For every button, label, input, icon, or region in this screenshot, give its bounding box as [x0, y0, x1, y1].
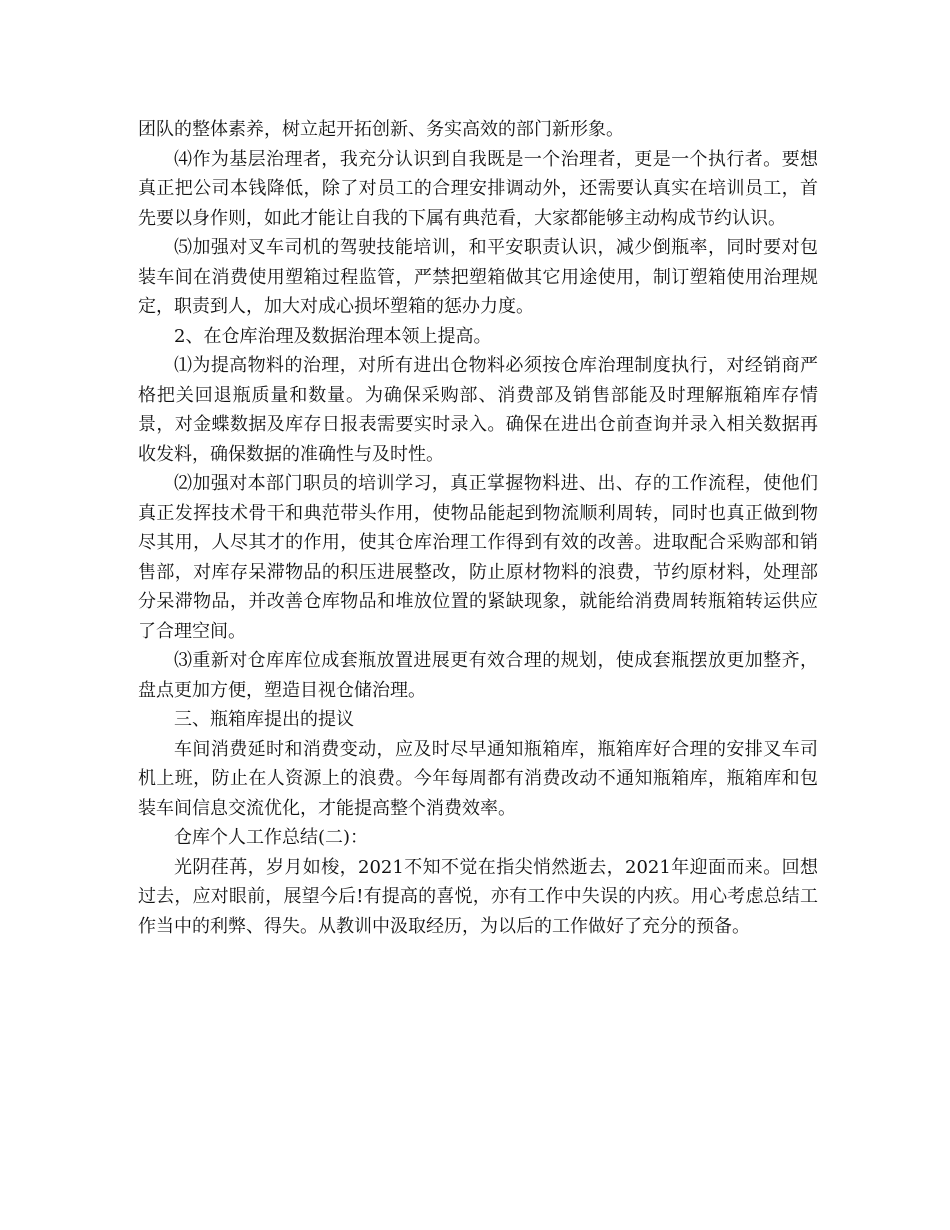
paragraph-item-3: ⑶重新对仓库库位成套瓶放置进展更有效合理的规划，使成套瓶摆放更加整齐，盘点更加方便，塑造目视仓储治理。: [138, 650, 818, 701]
paragraph-continuation: 团队的整体素养，树立起开拓创新、务实高效的部门新形象。: [138, 119, 624, 140]
paragraph-item-2: ⑵加强对本部门职员的培训学习，真正掌握物料进、出、存的工作流程，使他们真正发挥技术骨干和典范带头作用，使物品能起到物流顺利周转，同时也真正做到物尽其用，人尽其才的作用，使其仓库治理工作得到有效的改善。进取配合采购部和销售部，对库存呆滞物品的积压进展整改，防止原材物料的浪费，节约原材料，处理部分呆滞物品，并改善仓库物品和堆放位置的紧缺现象，就能给消费周转瓶箱转运供应了合理空间。: [138, 473, 818, 642]
section-heading-3: 三、瓶箱库提出的提议: [174, 709, 354, 730]
paragraph-intro: 光阴荏苒，岁月如梭，2021不知不觉在指尖悄然逝去，2021年迎面而来。回想过去，应对眼前，展望今后!有提高的喜悦，亦有工作中失误的内疚。用心考虑总结工作当中的利弊、得失。从教训中汲取经历，为以后的工作做好了充分的预备。: [138, 856, 818, 937]
section-heading-2: 2、在仓库治理及数据治理本领上提高。: [174, 325, 492, 347]
subtitle-summary-2: 仓库个人工作总结(二)：: [174, 827, 369, 848]
document-body: [138, 115, 818, 941]
paragraph-item-4: ⑷作为基层治理者，我充分认识到自我既是一个治理者，更是一个执行者。要想真正把公司本钱降低，除了对员工的合理安排调动外，还需要认真实在培训员工，首先要以身作则，如此才能让自我的下属有典范看，大家都能够主动构成节约认识。: [138, 148, 818, 229]
paragraph-item-1: ⑴为提高物料的治理，对所有进出仓物料必须按仓库治理制度执行，对经销商严格把关回退瓶质量和数量。为确保采购部、消费部及销售部能及时理解瓶箱库存情景，对金蝶数据及库存日报表需要实时录入。确保在进出仓前查询并录入相关数据再收发料，确保数据的准确性与及时性。: [138, 355, 818, 465]
paragraph-suggestion: 车间消费延时和消费变动，应及时尽早通知瓶箱库，瓶箱库好合理的安排叉车司机上班，防止在人资源上的浪费。今年每周都有消费改动不通知瓶箱库，瓶箱库和包装车间信息交流优化，才能提高整个消费效率。: [138, 738, 818, 819]
paragraph-item-5: ⑸加强对叉车司机的驾驶技能培训，和平安职责认识，减少倒瓶率，同时要对包装车间在消费使用塑箱过程监管，严禁把塑箱做其它用途使用，制订塑箱使用治理规定，职责到人，加大对成心损坏塑箱的惩办力度。: [138, 237, 818, 317]
